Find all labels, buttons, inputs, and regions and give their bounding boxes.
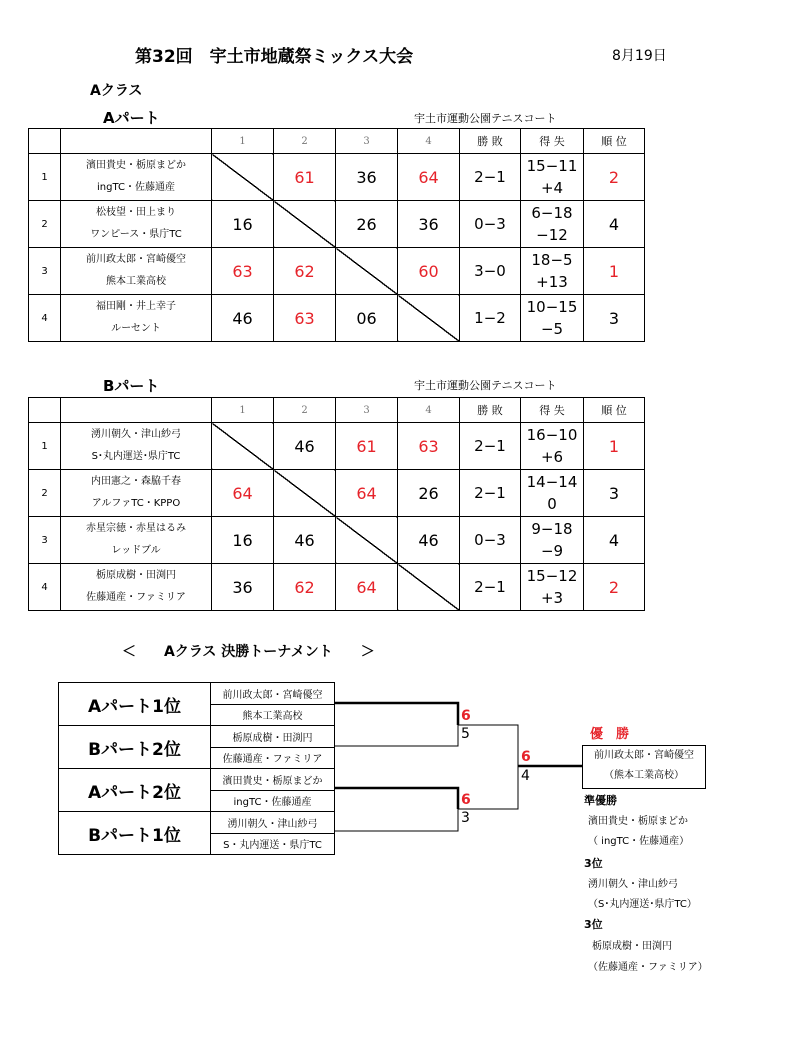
entry-players: 濱田貴史・栃原まどか: [211, 769, 335, 791]
row-number: 1: [29, 154, 61, 201]
score-cell: 62: [274, 248, 336, 295]
champion-team: （熊本工業高校）: [604, 770, 684, 781]
score-cell: 60: [398, 248, 460, 295]
row-number: 3: [29, 517, 61, 564]
entry-players: 湧川朝久・津山紗弓: [211, 812, 335, 834]
seed-label: Bパート1位: [59, 812, 211, 855]
team-names: 佐藤通産・ファミリア: [86, 592, 186, 603]
third-place-players: 湧川朝久・津山紗弓: [588, 879, 678, 890]
diff-value: −9: [540, 542, 564, 560]
rank-cell: 3: [584, 295, 645, 342]
score-cell: 62: [274, 564, 336, 611]
header-col-2: 2: [274, 129, 336, 154]
score-cell: 63: [398, 423, 460, 470]
third-place-team: （S･丸内運送･県庁TC）: [588, 899, 697, 910]
seed-label: Aパート2位: [59, 769, 211, 812]
row-number: 1: [29, 423, 61, 470]
player-names: 湧川朝久・津山紗弓: [91, 429, 181, 440]
rank-cell: 4: [584, 517, 645, 564]
win-loss-cell: 2−1: [460, 564, 521, 611]
rank-cell: 1: [584, 423, 645, 470]
part-a-label: Aパート: [103, 109, 160, 127]
event-date: 8月19日: [612, 48, 667, 64]
diff-value: +6: [540, 448, 564, 466]
points-value: 6−18: [531, 204, 573, 222]
player-names: 福田剛・井上幸子: [96, 301, 176, 312]
header-col-3: 3: [336, 398, 398, 423]
score-cell: 64: [336, 470, 398, 517]
score-cell: 64: [398, 154, 460, 201]
win-loss-cell: 0−3: [460, 517, 521, 564]
bracket-win-line: [334, 703, 458, 725]
part-b-label: Bパート: [103, 377, 160, 395]
header-points: 得 失: [521, 129, 584, 154]
runner-up-players: 濱田貴史・栃原まどか: [588, 816, 688, 827]
score-cell: 16: [212, 517, 274, 564]
part-b-venue: 宇土市運動公園テニスコート: [414, 379, 557, 392]
rank-cell: 3: [584, 470, 645, 517]
score-cell: 46: [274, 423, 336, 470]
score-cell: 64: [212, 470, 274, 517]
champion-box: [582, 745, 706, 789]
header-rank: 順 位: [584, 398, 645, 423]
win-loss-cell: 3−0: [460, 248, 521, 295]
row-number: 2: [29, 201, 61, 248]
row-number: 4: [29, 564, 61, 611]
entry-team: ingTC・佐藤通産: [211, 790, 335, 812]
header-col-3: 3: [336, 129, 398, 154]
third-place-team: （佐藤通産・ファミリア）: [588, 962, 708, 973]
diff-value: +4: [540, 179, 564, 197]
rank-cell: 2: [584, 564, 645, 611]
diff-value: −12: [536, 226, 568, 244]
team-names: アルファTC・KPPO: [91, 498, 181, 509]
score-cell: 46: [398, 517, 460, 564]
seed-label: Bパート2位: [59, 726, 211, 769]
third-place-label: 3位: [584, 857, 603, 870]
team-names: S･丸内運送･県庁TC: [91, 451, 181, 462]
points-value: 15−11: [526, 157, 578, 175]
points-value: 9−18: [531, 520, 573, 538]
points-value: 16−10: [526, 426, 578, 444]
part-a-venue: 宇土市運動公園テニスコート: [414, 112, 557, 125]
entry-team: 佐藤通産・ファミリア: [211, 747, 335, 769]
header-col-1: 1: [212, 129, 274, 154]
row-number: 4: [29, 295, 61, 342]
rank-cell: 2: [584, 154, 645, 201]
third-place-players: 栃原成樹・田渕円: [592, 941, 672, 952]
final-lose-score: 4: [521, 768, 530, 784]
win-loss-cell: 0−3: [460, 201, 521, 248]
rank-cell: 4: [584, 201, 645, 248]
team-names: 熊本工業高校: [106, 276, 166, 287]
team-names: ワンピース・県庁TC: [90, 229, 182, 240]
score-cell: 36: [336, 154, 398, 201]
header-col-4: 4: [398, 398, 460, 423]
score-cell: 36: [212, 564, 274, 611]
semi2-win-score: 6: [461, 792, 471, 808]
score-cell: 61: [336, 423, 398, 470]
win-loss-cell: 2−1: [460, 154, 521, 201]
entry-team: S・丸内運送・県庁TC: [211, 833, 335, 855]
header-win-loss: 勝 敗: [460, 129, 521, 154]
points-value: 10−15: [526, 298, 578, 316]
diff-value: +3: [540, 589, 564, 607]
score-cell: 63: [212, 248, 274, 295]
runner-up-label: 準優勝: [584, 794, 617, 807]
score-cell: 64: [336, 564, 398, 611]
points-value: 18−5: [531, 251, 573, 269]
champion-label: 優 勝: [590, 727, 630, 742]
player-names: 松枝望・田上まり: [96, 207, 176, 218]
bracket-win-line: [334, 788, 458, 809]
header-col-4: 4: [398, 129, 460, 154]
entry-players: 前川政太郎・宮崎優空: [211, 683, 335, 705]
score-cell: 46: [274, 517, 336, 564]
bracket-lose-line: [334, 725, 458, 746]
score-cell: 63: [274, 295, 336, 342]
header-win-loss: 勝 敗: [460, 398, 521, 423]
player-names: 前川政太郎・宮崎優空: [86, 254, 186, 265]
score-cell: 06: [336, 295, 398, 342]
points-value: 15−12: [526, 567, 578, 585]
runner-up-team: （ ingTC・佐藤通産）: [588, 836, 690, 847]
score-cell: 46: [212, 295, 274, 342]
score-cell: 16: [212, 201, 274, 248]
champion-players: 前川政太郎・宮崎優空: [594, 750, 694, 761]
score-cell: 26: [336, 201, 398, 248]
win-loss-cell: 1−2: [460, 295, 521, 342]
win-loss-cell: 2−1: [460, 470, 521, 517]
header-col-1: 1: [212, 398, 274, 423]
semi1-win-score: 6: [461, 708, 471, 724]
score-cell: 26: [398, 470, 460, 517]
header-rank: 順 位: [584, 129, 645, 154]
entry-players: 栃原成樹・田渕円: [211, 726, 335, 748]
player-names: 濱田貴史・栃原まどか: [86, 160, 186, 171]
seed-label: Aパート1位: [59, 683, 211, 726]
third-place-label: 3位: [584, 918, 603, 931]
semi2-lose-score: 3: [461, 810, 470, 826]
diff-value: 0: [547, 495, 557, 513]
semi1-lose-score: 5: [461, 726, 470, 742]
team-names: レッドブル: [111, 545, 161, 556]
page-title: 第32回 宇土市地蔵祭ミックス大会: [135, 47, 414, 67]
team-names: ルーセント: [111, 323, 161, 334]
row-number: 2: [29, 470, 61, 517]
score-cell: 36: [398, 201, 460, 248]
player-names: 栃原成樹・田渕円: [96, 570, 176, 581]
bracket-lose-line: [334, 809, 458, 831]
points-value: 14−14: [526, 473, 578, 491]
tournament-title: ＜ Aクラス 決勝トーナメント ＞: [122, 644, 375, 660]
player-names: 赤星宗徳・赤星はるみ: [86, 523, 186, 534]
row-number: 3: [29, 248, 61, 295]
rank-cell: 1: [584, 248, 645, 295]
final-win-score: 6: [521, 749, 531, 765]
header-col-2: 2: [274, 398, 336, 423]
player-names: 内田憲之・森脇千春: [91, 476, 181, 487]
score-cell: 61: [274, 154, 336, 201]
team-names: ingTC・佐藤通産: [97, 182, 175, 193]
diff-value: +13: [536, 273, 568, 291]
win-loss-cell: 2−1: [460, 423, 521, 470]
class-label: Aクラス: [90, 83, 143, 99]
entry-team: 熊本工業高校: [211, 704, 335, 726]
diff-value: −5: [540, 320, 564, 338]
header-points: 得 失: [521, 398, 584, 423]
